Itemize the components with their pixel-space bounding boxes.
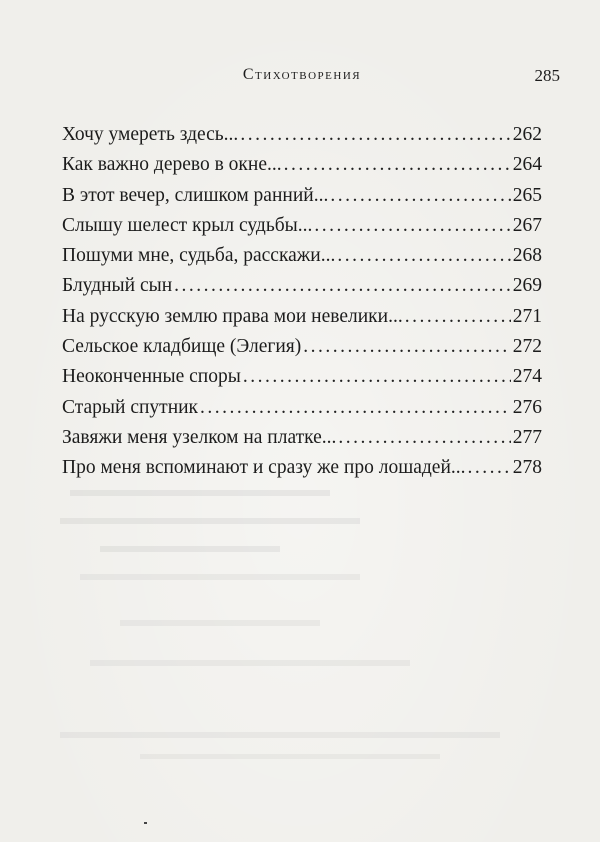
bleed-through-lines (60, 470, 560, 770)
toc-entry-page: 271 (512, 305, 542, 327)
toc-leader-dots (338, 423, 510, 453)
toc-entry-page: 278 (512, 457, 542, 479)
toc-entry-page: 268 (512, 245, 542, 267)
toc-entry-title: Завяжи меня узелком на платке... (62, 426, 337, 448)
toc-entry-page: 277 (512, 426, 542, 448)
toc-leader-dots (240, 120, 510, 150)
toc-entry-title: Неоконченные споры (62, 366, 241, 388)
toc-entry (62, 181, 542, 211)
toc-leader-dots (330, 181, 510, 211)
toc-entry-title: Слышу шелест крыл судьбы... (62, 214, 313, 236)
toc-entry-title: Про меня вспоминают и сразу же про лошадей... (62, 457, 466, 479)
toc-entry (62, 423, 542, 453)
toc-entry-page: 262 (512, 124, 542, 145)
toc-entry-title: Блудный сын (62, 275, 173, 297)
toc-entry (62, 241, 542, 271)
toc-entry (62, 120, 542, 150)
toc-entry-page: 276 (512, 396, 542, 418)
toc-entry-title: Пошуми мне, судьба, расскажи... (62, 245, 336, 267)
toc-leader-dots (337, 241, 510, 271)
toc-leader-dots (468, 453, 511, 483)
toc-entry-page: 269 (512, 275, 542, 297)
page-number: 285 (534, 66, 560, 85)
bleed-through-texture (60, 470, 560, 770)
toc-entry-page: 272 (512, 336, 542, 358)
toc-entry-title: Сельское кладбище (Элегия) (62, 336, 302, 358)
toc-entry (62, 332, 542, 362)
toc-leader-dots (200, 393, 511, 423)
toc-leader-dots (405, 302, 511, 332)
toc-entry (62, 271, 542, 301)
toc-leader-dots (303, 332, 510, 362)
toc-entry (62, 393, 542, 423)
toc-entry (62, 453, 542, 483)
toc-entry-title: На русскую землю права мои невелики... (62, 305, 403, 327)
toc-entry-title: Как важно дерево в окне... (62, 154, 282, 176)
toc-leader-dots (174, 271, 511, 301)
toc-entry (62, 211, 542, 241)
toc-entry (62, 362, 542, 392)
table-of-contents (62, 120, 542, 484)
toc-entry-page: 264 (512, 154, 542, 176)
toc-leader-dots (314, 211, 510, 241)
toc-entry-title: Старый спутник (62, 396, 199, 418)
toc-entry-page: 267 (512, 214, 542, 236)
page-header (62, 66, 560, 88)
toc-entry-title: Хочу умереть здесь... (62, 124, 239, 145)
running-title: Стихотворения (242, 66, 362, 83)
print-speck (144, 822, 147, 824)
toc-entry-title: В этот вечер, слишком ранний... (62, 184, 329, 206)
toc-leader-dots (243, 362, 511, 392)
toc-leader-dots (284, 150, 511, 180)
toc-entry (62, 302, 542, 332)
toc-entry-page: 274 (512, 366, 542, 388)
toc-entry (62, 150, 542, 180)
toc-entry-page: 265 (512, 184, 542, 206)
